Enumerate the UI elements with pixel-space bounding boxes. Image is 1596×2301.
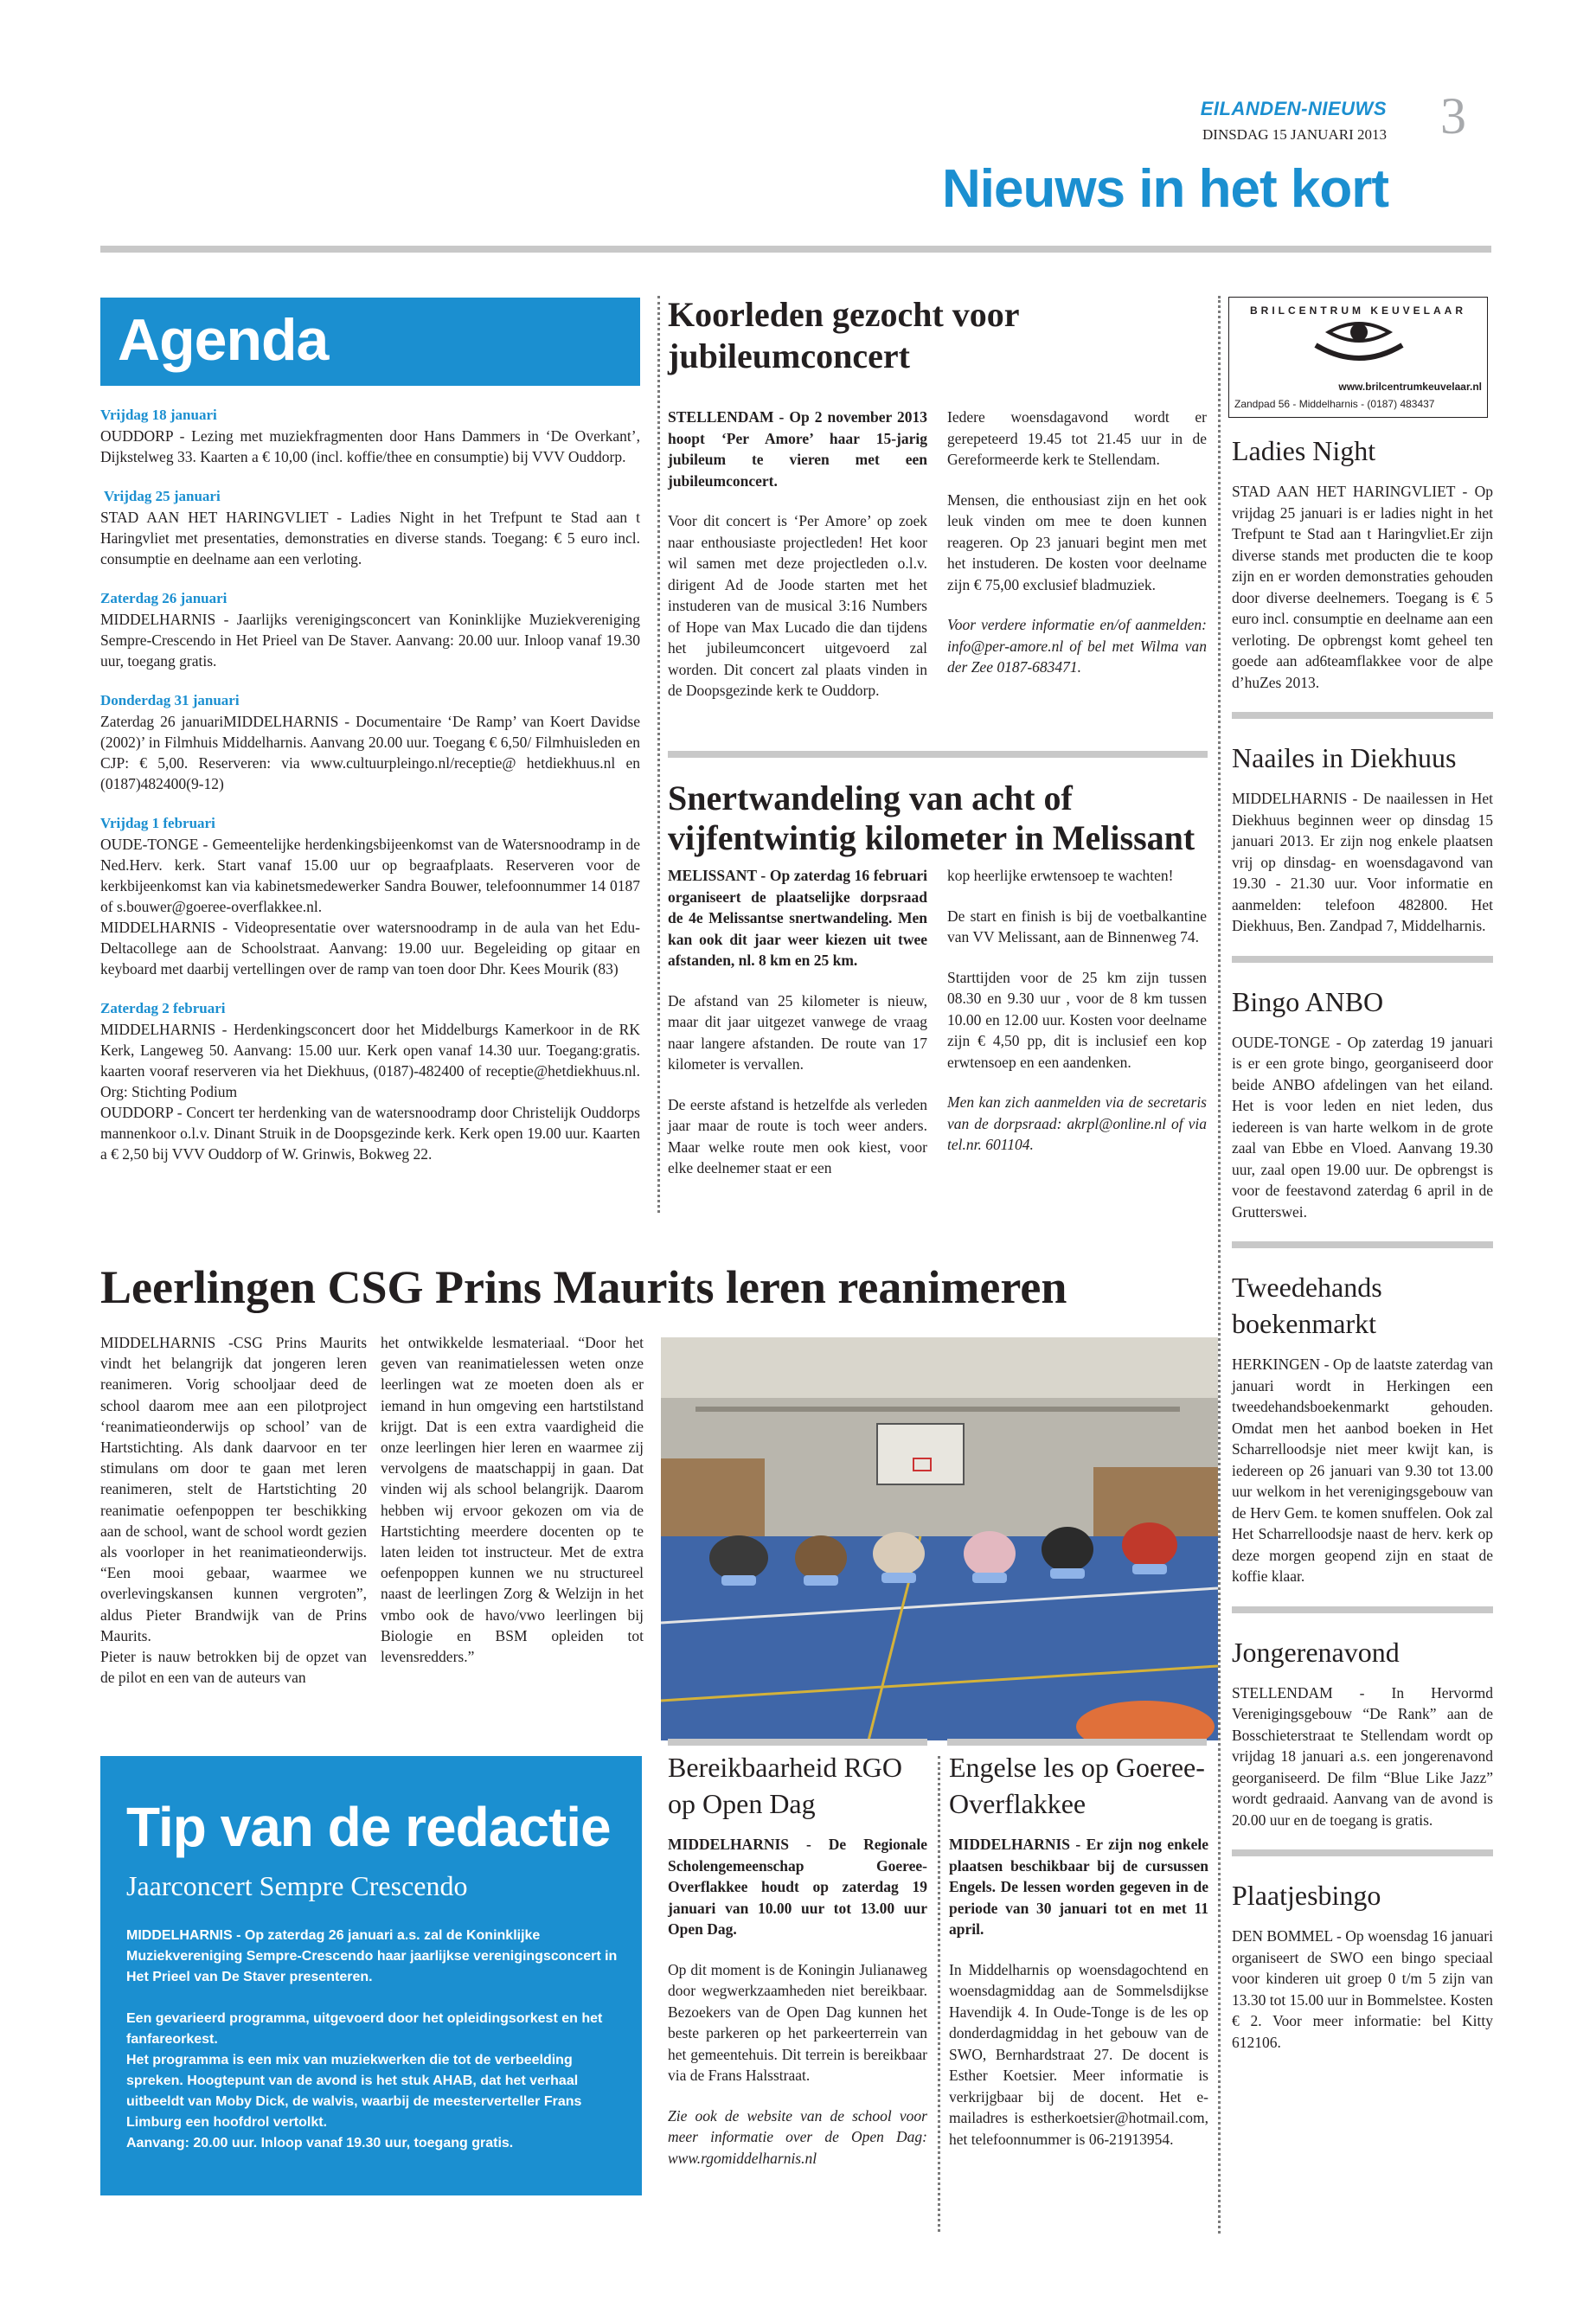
column-separator [657,296,660,1213]
tip-box [100,1756,642,2195]
brief-text: OUDE-TONGE - Op zaterdag 19 januari is er een grote bingo, georganiseerd door beide ANBO afdelingen van het eiland. Het is voor leden en niet leden, dus iedereen is van harte welkom in de grote zaal van Ebbe en Vloed. Aanvang 19.30 uur, zaal open 19.00 uur. De opbrengst is voor de feestavond zaterdag 6 april in de Grutterswei. [1232,1033,1493,1221]
brief-rule [1232,1241,1493,1248]
engels-headline: Engelse les op Goeree-Overflakkee [949,1752,1205,1819]
csg-paragraph: MIDDELHARNIS -CSG Prins Maurits vindt het belangrijk dat jongeren leren reanimeren. Vorig schooljaar deed de school daarom mee aan een pilotproject ‘reanimatieonderwijs op school’ van de Hartstichting. Als dank daarvoor en ter stimulans om door te gaan met leren reanimeren, stelt de Hartstichting 20 reanimatie oefenpoppen ter beschikking aan de school, want de school wordt gezien als voorloper in het reanimatieonderwijs. “Een mooi gebaar, waarmee we overlevingskansen kunnen vergroten”, aldus Pieter Brandwijk van de Prins Maurits. [100,1334,367,1644]
agenda-date: Vrijdag 1 februari [100,815,215,831]
agenda-title: Agenda [118,307,329,373]
agenda-entry: Zaterdag 26 januariMIDDELHARNIS - Documentaire ‘De Ramp’ van Koert Davidse (2002)’ in Filmhuis Middelharnis. Aanvang 20.00 uur. Toegang € 6,50/ Filmhuisleden en CJP: € 5,00. Reserveren: via www.cultuurpleingo.nl/receptie@ hetdiekhuus.nl en (0187)482400(9-12) [100,713,640,792]
agenda-entry: OUDDORP - Concert ter herdenking van de watersnoodramp door Christelijk Ouddorps mannenkoor o.l.v. Dinant Struik in de Doopsgezinde kerk. Kerk open 19.00 uur. Kaarten a € 2,50 bij VVV Ouddorp of W. Grinwis, Bokweg 22. [100,1104,640,1163]
rgo-paragraph: Op dit moment is de Koningin Julianaweg door wegwerkzaamheden niet bereikbaar. Bezoekers van de Open Dag kunnen het beste parkeren op het parkeerterrein van het gemeentehuis. Dit terrein is bereikbaar via de Frans Halsstraat. [668,1960,927,2084]
column-separator [938,1756,940,2232]
brief-item [1232,1269,1493,1587]
agenda-date: Vrijdag 25 januari [100,488,221,504]
agenda-entry: OUDE-TONGE - Gemeentelijke herdenkingsbijeenkomst van de Watersnoodramp in de Ned.Herv. kerk. Start vanaf 15.00 uur op begraafplaats. Reserveren voor de kerkbijeenkomst kan via kabinetsmedewerker Sandra Bouwer, telefoonnummer 14 0187 of s.bouwer@goeree-overflakkee.nl. [100,836,640,915]
koor-col2 [947,407,1207,697]
brief-title: Tweedehands boekenmarkt [1232,1272,1382,1339]
brilcentrum-ad [1228,297,1488,418]
snert-headline: Snertwandeling van acht of vijfentwintig kilometer in Melissant [668,779,1195,857]
agenda-entry: MIDDELHARNIS - Videopresentatie over watersnoodramp in de aula van het Edu-Deltacollege aan de Schoolstraat. Aanvang: 19.00 uur. Begeleiding op gitaar en keyboard met daarbij vertellingen over de ramp van toen door Dhr. Kees Mourik (83) [100,919,640,977]
agenda-date: Vrijdag 18 januari [100,407,217,423]
brief-text: HERKINGEN - Op de laatste zaterdag van januari wordt in Herkingen een tweedehandsboekenmarkt gehouden. Omdat men het aanbod boeken in Het Scharrelloodsje niet meer kwijt kan, is iedereen op 26 januari van 9.30 tot 13.00 uur welkom in het verenigingsgebouw van de Herv Gem. te komen snuffelen. Ook zal Het Scharrelloodsje naast de herv. kerk op deze morgen geopend zijn en staat de koffie klaar. [1232,1356,1493,1585]
ad-url: www.brilcentrumkeuvelaar.nl [1338,381,1482,393]
csg-col1 [100,1332,367,1688]
ad-brand-name: BRILCENTRUM KEUVELAAR [1250,304,1466,317]
agenda-date: Zaterdag 26 januari [100,590,228,606]
agenda-date: Zaterdag 2 februari [100,1000,226,1016]
koor-headline: Koorleden gezocht voor jubileumconcert [668,295,1019,375]
csg-col2 [381,1332,644,1667]
section-rule [668,1739,927,1746]
snert-col2 [947,865,1207,1175]
brief-rule [1232,956,1493,963]
paper-name: EILANDEN-NIEUWS [1200,98,1387,119]
agenda-header [100,298,640,386]
brief-item [1232,1877,1493,2053]
koor-paragraph: Mensen, die enthousiast zijn en het ook leuk vinden om mee te doen kunnen reageren. Op 23 januari begint men met het instuderen. De kosten voor deelname zijn € 75,00 exclusief bladmuziek. [947,490,1207,593]
koor-paragraph: Voor dit concert is ‘Per Amore’ op zoek naar enthousiaste projectleden! Het koor wil samen met deze projectleden o.l.v. dirigent Ad de Joode starten met het instuderen van de musical 3:16 Numbers of Hope van Max Lucado die dan tijdens het jubileumconcert uitgevoerd zal worden. Dit concert zal plaats vinden in de Doopsgezinde kerk te Ouddorp. [668,512,927,699]
engels-paragraph: In Middelharnis op woensdagochtend en woensdagmiddag aan de Sommelsdijkse Havendijk 4. In Oude-Tonge is de les op donderdagmiddag in het gebouw van de SWO, Bernhardstraat 27. De docent is Esther Koetsier. Meer informatie is verkrijgbaar bij de docent. Het e-mailadres is estherkoetsier@hotmail.com, het telefoonnummer is 06-21913954. [949,1960,1208,2148]
brief-text: DEN BOMMEL - Op woensdag 16 januari organiseert de SWO een bingo speciaal voor kinderen uit groep 0 t/m 5 zijn van 13.30 tot 15.00 uur in Bommelstee. Kosten € 2. Voor meer informatie: bel Kitty 612106. [1232,1927,1493,2051]
snert-contact: Men kan zich aanmelden via de secretaris van de dorpsraad: akrpl@online.nl of via tel.nr. 601104. [947,1093,1207,1153]
snert-paragraph: De eerste afstand is hetzelfde als verleden jaar maar de route is toch weer anders. Maar welke route men ook kiest, voor elke deelnemer staat er een [668,1095,927,1176]
tip-paragraph: Het programma is een mix van muziekwerken die tot de verbeelding spreken. Hoogtepunt van de avond is het stuk AHAB, dat het verhaal uitbeeldt van Moby Dick, de walvis, waarbij de meesterverteller Frans Limburg een hoofdrol vertolkt. [126,2053,582,2130]
brief-title: Naailes in Diekhuus [1232,742,1457,773]
brief-text: STAD AAN HET HARINGVLIET - Op vrijdag 25 januari is er ladies night in het Trefpunt te Stad aan t Haringvliet.Er zijn diverse stands met producten die te koop zijn en er worden demonstraties gehouden door diverse deelnemers. Toegang is € 5 euro incl. consumptie en deelname aan een verloting. De opbrengst komt geheel ten goede aan ad6teamflakkee voor de alpe d’huZes 2013. [1232,483,1493,691]
brief-item [1232,433,1493,693]
snert-paragraph: De afstand van 25 kilometer is nieuw, maar dit jaar uitgezet vanwege de vraag naar langere afstanden. De route van 17 kilometer is vervallen. [668,991,927,1073]
koor-paragraph: Iedere woensdagavond wordt er gerepeteerd 19.45 tot 21.45 uur in de Gereformeerde kerk te Stellendam. [947,408,1207,468]
column-separator [1218,296,1221,2234]
brief-rule [1232,1606,1493,1613]
section-rule [947,1739,1207,1746]
tip-title: Tip van de redactie [126,1796,611,1858]
koor-lead: STELLENDAM - Op 2 november 2013 hoopt ‘Per Amore’ haar 15-jarig jubileum te vieren met een jubileumconcert. [668,408,927,490]
agenda-date: Donderdag 31 januari [100,692,240,708]
ad-address: Zandpad 56 - Middelharnis - (0187) 483437 [1234,398,1435,410]
tip-paragraph: Een gevarieerd programma, uitgevoerd door het opleidingsorkest en het fanfareorkest. [126,2011,603,2047]
brief-text: MIDDELHARNIS - De naailessen in Het Diekhuus beginnen weer op dinsdag 15 januari 2013. Er zijn nog enkele plaatsen vrij op dinsdag- en woensdagavond van 19.30 - 21.30 uur. Voor informatie en aanmelden: telefoon 482800. Het Diekhuus, Ben. Zandpad 7, Middelharnis. [1232,790,1493,934]
section-title: Nieuws in het kort [942,159,1388,219]
gym-scene-image [661,1337,1218,1740]
brief-title: Jongerenavond [1232,1636,1400,1668]
agenda-entry: MIDDELHARNIS - Jaarlijks verenigingsconcert van Koninklijke Muziekvereniging Sempre-Crescendo in Het Prieel van De Staver. Aanvang: 20.00 uur. Inloop vanaf 19.30 uur, toegang gratis. [100,611,640,670]
issue-date: DINSDAG 15 JANUARI 2013 [1202,126,1387,143]
brief-title: Ladies Night [1232,435,1376,466]
brief-rule [1232,1849,1493,1856]
agenda-entry: STAD AAN HET HARINGVLIET - Ladies Night in het Trefpunt te Stad aan t Haringvliet met presentaties, demonstraties en diverse stands. Toegang: € 5 euro incl. consumptie en deelname aan een verloting. [100,509,640,567]
tip-subtitle: Jaarconcert Sempre Crescendo [126,1870,468,1901]
engels-lead: MIDDELHARNIS - Er zijn nog enkele plaatsen beschikbaar bij de cursussen Engels. De lessen worden gegeven in de periode van 30 januari tot en met 11 april. [949,1836,1208,1938]
brief-rule [1232,712,1493,719]
agenda-entry: MIDDELHARNIS - Herdenkingsconcert door het Middelburgs Kamerkoor in de RK Kerk, Langeweg 50. Aanvang: 15.00 uur. Kerk open vanaf 14.30 uur. Toegang:gratis. kaarten vooraf reserveren via het Diekhuus, (0187)-482400 of receptie@hetdiekhuus.nl. Org: Stichting Podium [100,1021,640,1100]
agenda-list [100,405,640,1183]
tip-paragraph: MIDDELHARNIS - Op zaterdag 26 januari a.s. zal de Koninklijke Muziekvereniging Sempre-Crescendo haar jaarlijkse verenigingsconcert in Het Prieel van De Staver presenteren. [126,1928,618,1984]
snert-paragraph: kop heerlijke erwtensoep te wachten! [947,867,1174,884]
engels-body [949,1834,1208,2169]
rgo-website: Zie ook de website van de school voor meer informatie over de Open Dag: www.rgomiddelharnis.nl [668,2106,927,2167]
masthead-rule [100,246,1491,253]
tip-paragraph: Aanvang: 20.00 uur. Inloop vanaf 19.30 uur, toegang gratis. [126,2136,514,2150]
section-rule [668,751,1208,758]
rgo-headline: Bereikbaarheid RGO op Open Dag [668,1752,903,1819]
brief-item [1232,740,1493,937]
snert-paragraph: De start en finish is bij de voetbalkantine van VV Melissant, aan de Binnenweg 74. [947,907,1207,945]
koor-col1 [668,407,927,721]
brief-title: Bingo ANBO [1232,985,1384,1017]
agenda-entry: OUDDORP - Lezing met muziekfragmenten door Hans Dammers in ‘De Overkant’, Dijkstelweg 33. Kaarten a € 10,00 (incl. koffie/thee en consumptie) bij VVV Ouddorp. [100,427,640,465]
rgo-body [668,1834,927,2188]
tip-body [126,1926,623,2154]
csg-paragraph: Pieter is nauw betrokken bij de opzet van de pilot en een van de auteurs van [100,1648,367,1687]
koor-contact: Voor verdere informatie en/of aanmelden: info@per-amore.nl of bel met Wilma van der Zee 0187-683471. [947,616,1207,676]
brief-item [1232,984,1493,1223]
snert-col1 [668,865,927,1198]
page-number: 3 [1440,87,1466,144]
snert-lead: MELISSANT - Op zaterdag 16 februari organiseert de plaatselijke dorpsraad de 4e Melissantse snertwandeling. Men kan ook dit jaar weer kiezen uit twee afstanden, nl. 8 km en 25 km. [668,867,927,969]
cpr-photo [661,1337,1218,1740]
csg-paragraph: het ontwikkelde lesmateriaal. “Door het geven van reanimatielessen weten onze leerlingen wat ze moeten doen als er iemand in hun omgeving een hartstilstand krijgt. Dat is een extra vaardigheid die onze leerlingen hier leren en waarmee zij vervolgens de maatschappij in gaan. Dat vinden wij als school belangrijk. Daarom hebben wij ervoor gekozen om via de Hartstichting meerdere docenten op te laten leiden tot instructeur. Met de extra oefenpoppen kunnen we nu structureel naast de leerlingen Zorg & Welzijn in het vmbo ook de havo/vwo leerlingen bij Biologie en BSM opleiden tot levensredders.” [381,1334,644,1666]
brief-title: Plaatjesbingo [1232,1880,1381,1911]
snert-paragraph: Starttijden voor de 25 km zijn tussen 08.30 en 9.30 uur , voor de 8 km tussen 10.00 en 12.00 uur. Kosten voor deelname zijn € 4,50 pp, dit is inclusief een kop erwtensoep en een aandenken. [947,968,1207,1071]
brief-item [1232,1634,1493,1831]
sidebar-briefs [1232,433,1493,2053]
brief-text: STELLENDAM - In Hervormd Verenigingsgebouw “De Rank” aan de Bosschieterstraat te Stellendam wordt op vrijdag 18 januari a.s. een jongerenavond georganiseerd. De film “Blue Like Jazz” wordt gedraaid. Aanvang van de avond is 20.00 uur en de toegang is gratis. [1232,1683,1493,1829]
rgo-lead: MIDDELHARNIS - De Regionale Scholengemeenschap Goeree-Overflakkee houdt op zaterdag 19 januari van 10.00 uur tot 13.00 uur Open Dag. [668,1836,927,1938]
csg-headline: Leerlingen CSG Prins Maurits leren reanimeren [100,1261,1067,1313]
